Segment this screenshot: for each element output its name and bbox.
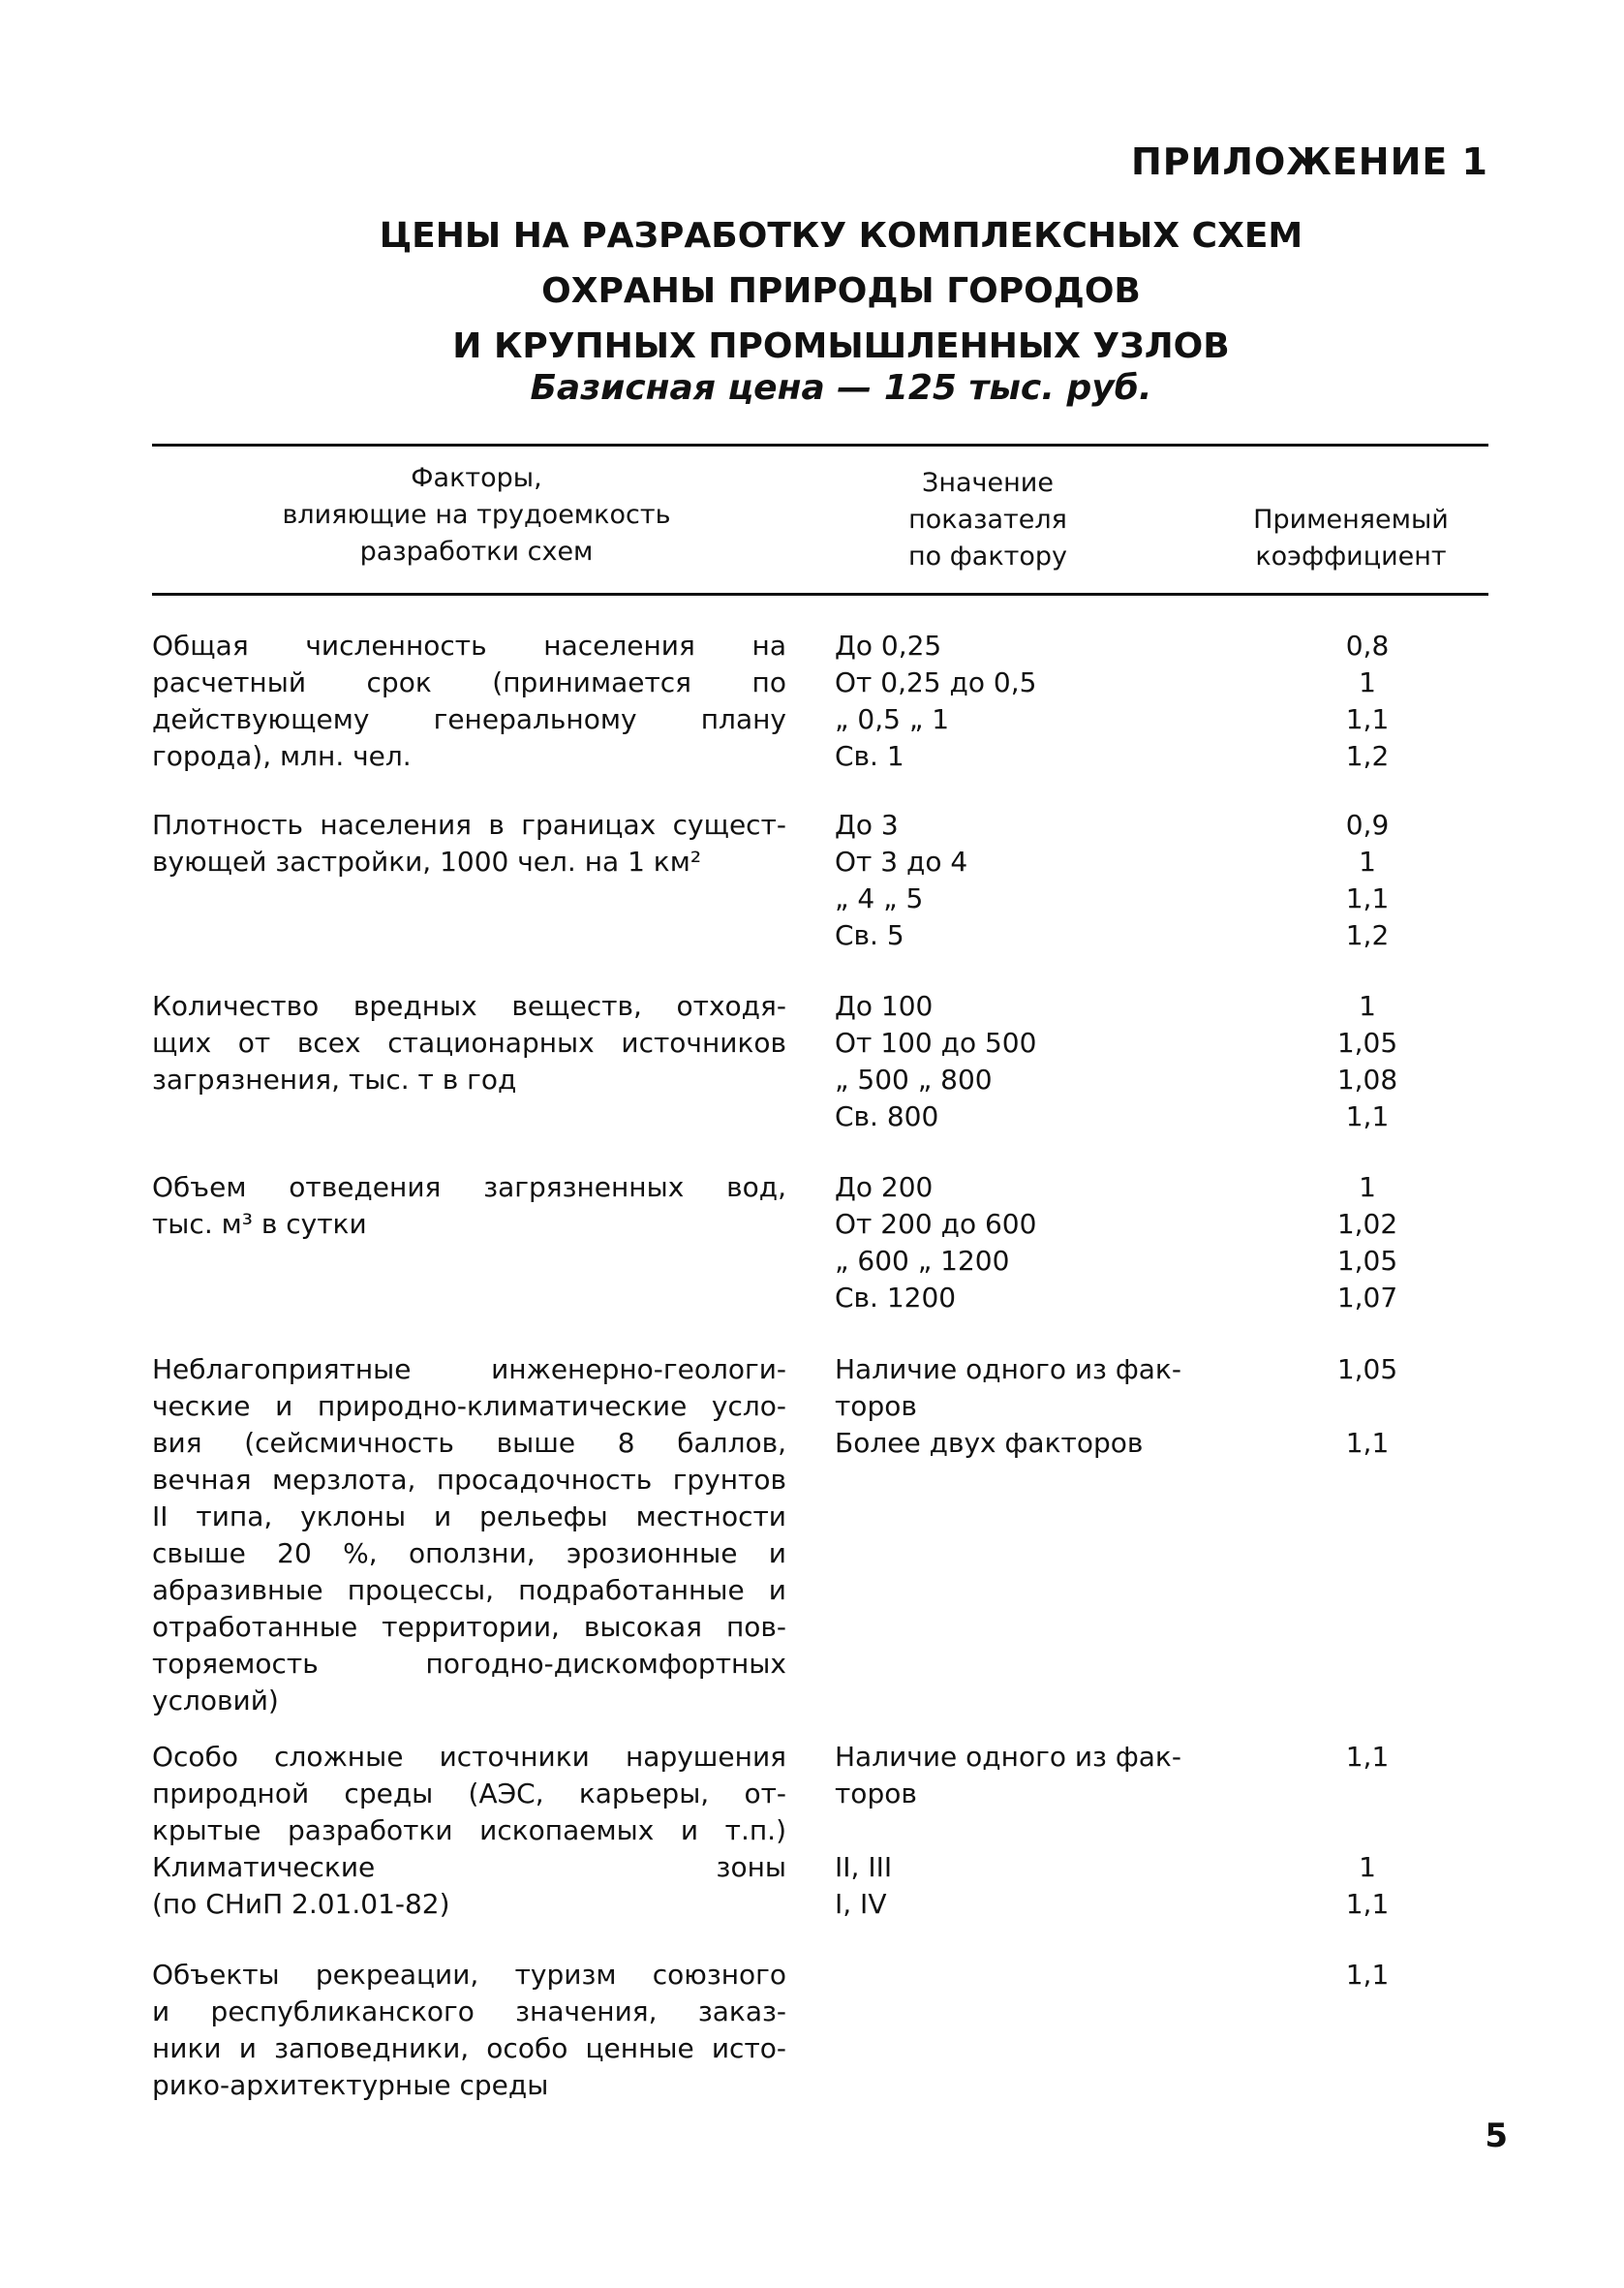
coefficient-cell-line: 1,1: [1345, 1888, 1390, 1920]
factor-cell-line: условий): [152, 1685, 279, 1716]
factor-cell-line: вечная мерзлота, просадочность грунтов: [152, 1464, 786, 1496]
factor-cell-line: крытые разработки ископаемых и т.п.): [152, 1814, 786, 1846]
value-cell: [835, 807, 1241, 954]
header-line: разработки схем: [359, 537, 594, 567]
factor-cell: [152, 1351, 786, 1719]
table-header-rule: [152, 593, 1488, 596]
value-cell-line: До 0,25: [835, 630, 942, 662]
coefficient-cell: [1300, 807, 1435, 954]
value-cell-line: До 100: [835, 990, 934, 1022]
coefficient-cell: [1300, 988, 1435, 1135]
coefficient-cell-line: 1: [1359, 846, 1376, 878]
coefficient-cell-line: 1,2: [1345, 919, 1390, 951]
value-cell-line: Наличие одного из фак-: [835, 1741, 1181, 1773]
factor-cell-line: торяемость погодно-дискомфортных: [152, 1648, 786, 1680]
coefficient-cell-line: 1,1: [1345, 1959, 1390, 1991]
document-title: [0, 208, 1624, 374]
value-cell: [835, 1169, 1241, 1316]
factor-cell: [152, 1169, 786, 1243]
value-cell-line: „ 0,5 „ 1: [835, 703, 950, 735]
coefficient-cell-line: [1300, 1812, 1435, 1849]
value-cell-line: Св. 1: [835, 740, 904, 772]
factor-cell-line: расчетный срок (принимается по: [152, 666, 786, 698]
coefficient-cell-line: 1,1: [1345, 1427, 1390, 1459]
value-cell-line: До 200: [835, 1171, 934, 1203]
factor-cell-line: Общая численность населения на: [152, 630, 786, 662]
value-cell-line: От 0,25 до 0,5: [835, 666, 1037, 698]
factor-cell-line: тыс. м³ в сутки: [152, 1208, 367, 1240]
header-line: по фактору: [907, 541, 1068, 572]
factor-cell-line: Объекты рекреации, туризм союзного: [152, 1959, 786, 1991]
value-cell-line: I, IV: [835, 1888, 887, 1920]
coefficient-cell-line: 1,05: [1336, 1245, 1398, 1277]
title-line: ОХРАНЫ ПРИРОДЫ ГОРОДОВ: [541, 271, 1141, 311]
factor-cell-line: вующей застройки, 1000 чел. на 1 км²: [152, 846, 702, 878]
factor-cell-line: действующему генеральному плану: [152, 703, 786, 735]
coefficient-cell-line: 1,05: [1336, 1353, 1398, 1385]
factor-cell-line: ники и заповедники, особо ценные исто-: [152, 2032, 786, 2064]
value-cell: [835, 1351, 1241, 1462]
factor-cell-line: рико-архитектурные среды: [152, 2069, 549, 2101]
factor-cell: [152, 628, 786, 775]
value-cell-line: Наличие одного из фак-: [835, 1353, 1181, 1385]
column-header-coefficient: [1210, 502, 1491, 575]
coefficient-cell: [1300, 628, 1435, 775]
factor-cell-line: ческие и природно-климатические усло-: [152, 1390, 786, 1422]
value-cell-line: „ 600 „ 1200: [835, 1245, 1010, 1277]
factor-cell-line: вия (сейсмичность выше 8 баллов,: [152, 1427, 786, 1459]
coefficient-cell-line: 1,1: [1345, 703, 1390, 735]
coefficient-cell-line: 1: [1359, 1851, 1376, 1883]
value-cell-line: [835, 1812, 1241, 1849]
coefficient-cell-line: 1,05: [1336, 1027, 1398, 1059]
factor-cell-line: абразивные процессы, подработанные и: [152, 1574, 786, 1606]
factor-cell-line: щих от всех стационарных источников: [152, 1027, 786, 1059]
coefficient-cell-line: 1,08: [1336, 1064, 1398, 1096]
coefficient-cell-line: [1300, 1388, 1435, 1425]
header-line: Применяемый: [1253, 505, 1449, 535]
value-cell-line: торов: [835, 1390, 917, 1422]
value-cell-line: От 3 до 4: [835, 846, 968, 878]
coefficient-cell-line: 1,1: [1345, 1741, 1390, 1773]
title-line: И КРУПНЫХ ПРОМЫШЛЕННЫХ УЗЛОВ: [452, 326, 1230, 366]
factor-cell: [152, 1739, 786, 1923]
factor-cell-line: II типа, уклоны и рельефы местности: [152, 1500, 786, 1532]
factor-cell: [152, 807, 786, 881]
table-top-rule: [152, 444, 1488, 447]
coefficient-cell-line: 1,2: [1345, 740, 1390, 772]
value-cell-line: От 100 до 500: [835, 1027, 1037, 1059]
column-header-factors: [152, 460, 801, 571]
coefficient-cell-line: 1,1: [1345, 882, 1390, 914]
coefficient-cell: [1300, 1739, 1435, 1923]
factor-cell-line: и республиканского значения, заказ-: [152, 1995, 786, 2027]
page-number: 5: [1485, 2117, 1508, 2155]
value-cell-line: „ 4 „ 5: [835, 882, 924, 914]
factor-cell-line: отработанные территории, высокая пов-: [152, 1611, 786, 1643]
value-cell-line: Более двух факторов: [835, 1427, 1144, 1459]
value-cell-line: Св. 1200: [835, 1282, 957, 1314]
coefficient-cell-line: 0,8: [1345, 630, 1390, 662]
header-line: Факторы,: [411, 463, 542, 493]
factor-cell-line: свыше 20 %, оползни, эрозионные и: [152, 1537, 786, 1569]
factor-cell: [152, 988, 786, 1098]
coefficient-cell-line: 1,02: [1336, 1208, 1398, 1240]
factor-cell-line: Количество вредных веществ, отходя-: [152, 990, 786, 1022]
factor-cell-line: Неблагоприятные инженерно-геологи-: [152, 1353, 786, 1385]
value-cell-line: До 3: [835, 809, 899, 841]
coefficient-cell: [1300, 1957, 1435, 1994]
coefficient-cell-line: 1: [1359, 990, 1376, 1022]
coefficient-cell-line: 1,1: [1345, 1100, 1390, 1132]
value-cell-line: „ 500 „ 800: [835, 1064, 993, 1096]
factor-cell-line: (по СНиП 2.01.01-82): [152, 1888, 450, 1920]
value-cell-line: Св. 5: [835, 919, 904, 951]
value-cell: [835, 988, 1241, 1135]
factor-cell-line: загрязнения, тыс. т в год: [152, 1064, 517, 1096]
header-line: показателя: [908, 505, 1067, 535]
coefficient-cell-line: 1: [1359, 1171, 1376, 1203]
coefficient-cell-line: [1300, 1776, 1435, 1812]
value-cell-line: Св. 800: [835, 1100, 939, 1132]
base-price: Базисная цена — 125 тыс. руб.: [530, 368, 1152, 408]
coefficient-cell-line: 1,07: [1336, 1282, 1398, 1314]
header-line: влияющие на трудоемкость: [282, 500, 671, 530]
factor-cell-line: Объем отведения загрязненных вод,: [152, 1171, 786, 1203]
coefficient-cell: [1300, 1169, 1435, 1316]
column-header-values: [852, 465, 1123, 575]
factor-cell-line: Особо сложные источники нарушения: [152, 1741, 786, 1773]
factor-cell-line: природной среды (АЭС, карьеры, от-: [152, 1778, 786, 1809]
header-line: коэффициент: [1255, 541, 1447, 572]
value-cell-line: От 200 до 600: [835, 1208, 1037, 1240]
header-line: Значение: [922, 468, 1054, 498]
value-cell-line: II, III: [835, 1851, 893, 1883]
factor-cell-line: города), млн. чел.: [152, 740, 412, 772]
title-line: ЦЕНЫ НА РАЗРАБОТКУ КОМПЛЕКСНЫХ СХЕМ: [379, 216, 1303, 256]
factor-cell-line: Климатические зоны: [152, 1851, 786, 1883]
coefficient-cell: [1300, 1351, 1435, 1462]
coefficient-cell-line: 0,9: [1345, 809, 1390, 841]
value-cell-line: торов: [835, 1778, 917, 1809]
appendix-label: ПРИЛОЖЕНИЕ 1: [1130, 140, 1488, 183]
factor-cell-line: Плотность населения в границах сущест-: [152, 809, 786, 841]
value-cell: [835, 1739, 1241, 1923]
factor-cell: [152, 1957, 786, 2104]
value-cell: [835, 628, 1241, 775]
coefficient-cell-line: 1: [1359, 666, 1376, 698]
